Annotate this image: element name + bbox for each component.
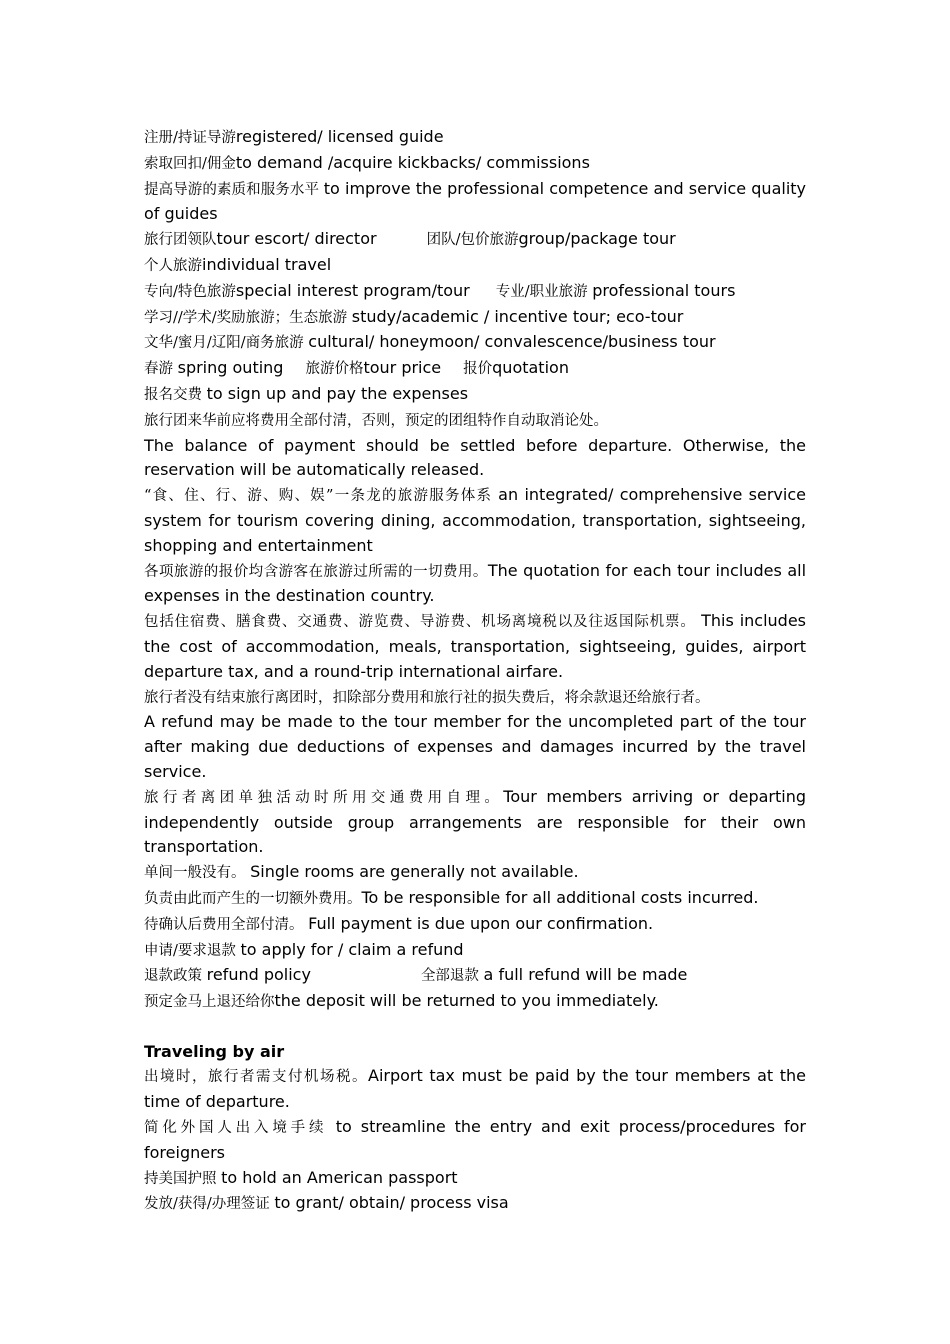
entry-refund-en	[144, 710, 806, 784]
entry-study-tour	[144, 305, 806, 331]
entry-payment-en	[144, 434, 806, 484]
entry-streamline	[144, 1115, 806, 1166]
entry-integrated-service	[144, 483, 806, 558]
entry-en: the deposit will be returned to you immediately.	[274, 991, 659, 1011]
entry-zh: 申请/要求退款	[144, 942, 241, 959]
entry-en: to streamline the entry and exit process/procedures for foreigners	[144, 1117, 807, 1162]
entry-en: an integrated/ comprehensive service system for tourism covering dining, accommodation, transportation, sightseeing, shopping and entertainment	[144, 485, 806, 555]
entry-passport	[144, 1166, 806, 1192]
entry-zh: 单间一般没有。	[144, 865, 251, 882]
section-heading: Traveling by air	[144, 1041, 285, 1061]
entry-zh: 旅行者没有结束旅行离团时，扣除部分费用和旅行社的损失费后，将余款退还给旅行者。	[144, 689, 710, 706]
entry-zh: 报名交费	[144, 386, 207, 403]
entry-zh: 预定金马上退还给你	[144, 994, 275, 1011]
document-page	[144, 125, 806, 1217]
entry-en: Tour members arriving or departing independently outside group arrangements are responsible for their own transportation.	[144, 786, 807, 857]
entry-individual-travel	[144, 253, 806, 279]
entry-en: to sign up and pay the expenses	[206, 383, 469, 403]
entry-single-rooms	[144, 860, 806, 886]
entry-refund-policy	[144, 963, 806, 989]
entry-cultural-tour	[144, 330, 806, 356]
entry-zh: 团队/包价旅游	[426, 232, 519, 249]
entry-en: study/academic / incentive tour; eco-tour	[351, 306, 684, 326]
entry-zh: 旅行者离团单独活动时所用交通费用自理。	[144, 789, 504, 806]
entry-en: This includes the cost of accommodation, meals, transportation, sightseeing, guides, airport departure tax, and a round-trip international airfare.	[144, 611, 807, 681]
entry-zh: 旅行团领队	[144, 232, 217, 249]
entry-en: tour escort/ director	[216, 229, 377, 249]
entry-kickbacks	[144, 151, 806, 177]
entry-payment-zh	[144, 408, 806, 434]
entry-zh: 个人旅游	[144, 257, 202, 274]
entry-zh: 简化外国人出入境手续	[144, 1120, 336, 1137]
entry-zh: 春游	[144, 361, 178, 378]
entry-zh: “食、住、行、游、购、娱”一条龙的旅游服务体系	[144, 488, 499, 505]
entry-airport-tax	[144, 1064, 806, 1115]
entry-claim-refund	[144, 938, 806, 964]
entry-en: refund policy	[206, 965, 311, 985]
entry-en: Full payment is due upon our confirmation.	[308, 913, 654, 933]
entry-en: cultural/ honeymoon/ convalescence/business tour	[308, 332, 716, 352]
entry-en: individual travel	[202, 254, 332, 274]
entry-en: special interest program/tour	[235, 280, 470, 300]
entry-en: a full refund will be made	[483, 965, 688, 985]
entry-en: The balance of payment should be settled before departure. Otherwise, the reservation will be automatically released.	[144, 435, 806, 480]
entry-en: quotation	[492, 358, 569, 378]
entry-registered-guide	[144, 125, 806, 151]
entry-en: to apply for / claim a refund	[240, 939, 464, 959]
entry-en: registered/ licensed guide	[235, 127, 444, 146]
entry-zh: 发放/获得/办理签证	[144, 1196, 275, 1213]
entry-en: to grant/ obtain/ process visa	[274, 1193, 509, 1213]
entry-zh: 待确认后费用全部付清。	[144, 916, 309, 933]
entry-zh: 退款政策	[144, 968, 207, 985]
entry-quotation	[144, 559, 806, 610]
entry-zh: 旅行团来华前应将费用全部付清，否则，预定的团组特作自动取消论处。	[144, 412, 608, 429]
entry-visa	[144, 1191, 806, 1217]
entry-zh: 各项旅游的报价均含游客在旅游过所需的一切费用。	[144, 563, 488, 580]
entry-zh: 专向/特色旅游	[144, 283, 236, 300]
entry-refund-zh	[144, 685, 806, 711]
entry-zh: 注册/持证导游	[144, 130, 236, 146]
entry-zh: 全部退款	[420, 968, 484, 985]
entry-en: tour price	[363, 358, 442, 378]
entry-zh: 学习//学术/奖励旅游；生态旅游	[144, 309, 352, 326]
entry-en: To be responsible for all additional costs incurred.	[361, 887, 759, 907]
entry-en: to hold an American passport	[221, 1167, 458, 1187]
entry-zh: 索取回扣/佣金	[144, 155, 236, 172]
entry-zh: 包括住宿费、膳食费、交通费、游览费、导游费、机场离境税以及往返国际机票。	[144, 614, 702, 631]
entry-en: to improve the professional competence and service quality of guides	[144, 178, 807, 224]
entry-transportation	[144, 785, 806, 860]
entry-zh: 提高导游的素质和服务水平	[144, 181, 324, 198]
entry-en: spring outing	[177, 358, 284, 378]
entry-en: Single rooms are generally not available.	[250, 862, 579, 882]
entry-zh: 持美国护照	[144, 1170, 222, 1187]
entry-zh: 专业/职业旅游	[495, 283, 593, 300]
entry-additional-costs	[144, 886, 806, 912]
entry-zh: 负责由此而产生的一切额外费用。	[144, 890, 362, 907]
entry-deposit	[144, 989, 806, 1015]
entry-improve-quality	[144, 177, 806, 228]
entry-en: to demand /acquire kickbacks/ commissions	[235, 152, 590, 172]
entry-tour-escort	[144, 227, 806, 253]
entry-en: The quotation for each tour includes all expenses in the destination country.	[144, 560, 807, 606]
entry-full-payment	[144, 912, 806, 938]
entry-zh: 旅游价格	[305, 361, 364, 378]
entry-en: Airport tax must be paid by the tour members at the time of departure.	[144, 1066, 806, 1112]
entry-en: A refund may be made to the tour member for the uncompleted part of the tour after making due deductions of expenses and damages incurred by the travel service.	[144, 712, 806, 781]
entry-includes	[144, 609, 806, 684]
entry-zh: 报价	[463, 361, 493, 378]
entry-sign-up	[144, 382, 806, 408]
entry-zh: 文华/蜜月/辽阳/商务旅游	[144, 335, 309, 352]
entry-en: professional tours	[592, 280, 736, 300]
entry-en: group/package tour	[518, 229, 676, 249]
entry-spring-outing	[144, 356, 806, 382]
entry-special-interest	[144, 279, 806, 305]
entry-zh: 出境时，旅行者需支付机场税。	[144, 1069, 368, 1086]
